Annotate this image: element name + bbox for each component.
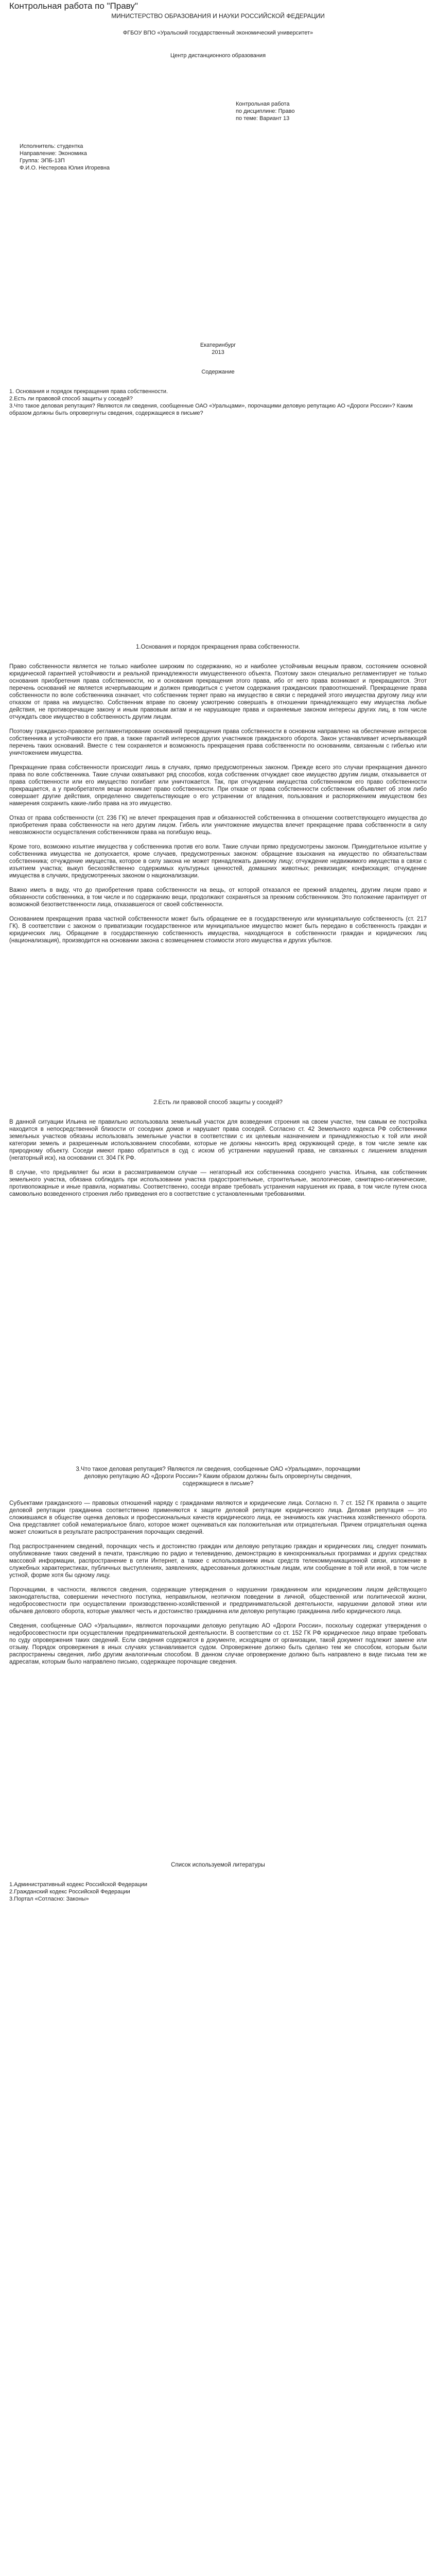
paragraph: Поэтому гражданско-правовое регламентирование оснований прекращения права собственности в основном направлено на обеспечение интересов собственника и устойчивости его прав, а также гарантий интересов других участников гражданского оборота. Закон устанавливает исчерпывающий перечень таких оснований. Вместе с тем сохраняется и возможность прекращения права собственности по основаниям, связанным с гибелью или уничтожением имущества. (9, 728, 427, 756)
paragraph: Сведения, сообщенные ОАО «Уральцами», являются порочащими деловую репутацию АО «Дороги России», поскольку содержат утверждения о недобросовестности при осуществлении предпринимательской деятельности. В соответствии со ст. 152 ГК РФ юридическое лицо вправе требовать по суду опровержения таких сведений. Если сведения содержатся в документе, исходящем от организации, такой документ подлежит замене или отзыву. Порядок опровержения в иных случаях устанавливается судом. Опровержение должно быть сделано тем же способом, которым были распространены сведения, либо другим аналогичным способом. В данном случае опровержение должно быть направлено в виде письма тем же адресатам, которым было направлено письмо, содержащее порочащие сведения. (9, 1623, 427, 1665)
paragraph: Кроме того, возможно изъятие имущества у собственника против его воли. Такие случаи прямо предусмотрены законом. Принудительное изъятие у собственника имущества не допускается, кроме случаев, предусмотренных законом: обращение взыскания на имущество по обязательствам собственника; отчуждение имущества, которое в силу закона не может принадлежать данному лицу; отчуждение недвижимого имущества в связи с изъятием участка; выкуп бесхозяйственно содержимых культурных ценностей, домашних животных; реквизиция; конфискация; отчуждение имущества в случаях, предусмотренных законом о национализации. (9, 844, 427, 879)
section-3-heading: 3.Что такое деловая репутация? Являются ли сведения, сообщенные ОАО «Уральцами», порочащими деловую репутацию АО «Дороги России»? Каким образом должны быть опровергнуты сведения, содержащиеся в письме? (76, 1466, 360, 1487)
direction: Направление: Экономика (20, 150, 87, 157)
section-3-body (9, 1500, 427, 1666)
section-1-heading: 1.Основания и порядок прекращения права собственности. (136, 644, 300, 650)
paragraph: Важно иметь в виду, что до приобретения права собственности на вещь, от которой отказался ее прежний владелец, другим лицом право и обязанности собственника, в том числе и по содержанию вещи, продолжают сохраняться за прежним собственником. Это положение гарантирует от возможной безответственности лица, отказавшегося от своей собственности. (9, 887, 427, 908)
section-2-heading: 2.Есть ли правовой способ защиты у соседей? (153, 1099, 283, 1106)
paragraph: В данной ситуации Ильина не правильно использовала земельный участок для возведения строения на своем участке, тем самым ее постройка находится в непосредственной близости от соседних домов и нарушает права соседей. Согласно ст. 42 Земельного кодекса РФ собственники земельных участков обязаны использовать земельные участки в соответствии с их целевым назначением и принадлежностью к той или иной категории земель и разрешенным использованием способами, которые не должны наносить вред окружающей среде, в том числе земле как природному объекту. Соседи имеют право обратиться в суд с иском об устранении нарушений права, не связанных с лишением владения (негаторный иск), на основании ст. 304 ГК РФ. (9, 1119, 427, 1161)
paragraph: Право собственности является не только наиболее широким по содержанию, но и наиболее устойчивым вещным правом, состоянием основной юридической гарантией устойчивости и реальной принадлежности имущественного объекта. Поэтому закон специально регламентирует не только основания приобретения права собственности, но и основания прекращения этого права, ибо от него права возникают и прекращаются. Этот перечень оснований не является исчерпывающим и должен приводиться с учетом содержания гражданских правоотношений. Прекращение права собственности по воле собственника означает, что собственник теряет право на имущество в связи с передачей этого имущества другому лицу или отказом от права на имущество. Собственник вправе по своему усмотрению совершать в отношении принадлежащего ему имущества любые действия, не противоречащие закону и иным правовым актам и не нарушающие права и охраняемые законом интересы других лиц, в том числе отчуждать свое имущество в собственность другим лицам. (9, 664, 427, 720)
contents-item: 1. Основания и порядок прекращения права собственности. (9, 388, 168, 395)
references-list (9, 1881, 427, 1903)
paragraph: Прекращение права собственности происходит лишь в случаях, прямо предусмотренных законом. Прежде всего это случаи прекращения данного права по воле собственника. Такие случаи охватывают ряд способов, когда собственник отчуждает свое имущество другим лицам, отказывается от права собственности или его имущество погибает или уничтожается. Так, при отчуждении имущества собственником его право собственности прекращается, а у приобретателя вещи возникает право собственности. При отказе от права собственности собственник объявляет об этом либо совершает другие действия, определенно свидетельствующие о его устранении от владения, пользования и распоряжением имуществом без намерения сохранить какие-либо права на это имущество. (9, 765, 427, 807)
student-name: Ф.И.О. Нестерова Юлия Игоревна (20, 165, 110, 171)
group: Группа: ЭПБ-13П (20, 158, 65, 164)
paragraph: Субъектами гражданского — правовых отношений наряду с гражданами являются и юридические лица. Согласно п. 7 ст. 152 ГК правила о защите деловой репутации гражданина соответственно применяются к защите деловой репутации юридического лица. Деловая репутация — это сложившаяся в обществе оценка деловых и профессиональных качеств юридического лица, ее значимость как участника хозяйственного оборота. Она представляет собой нематериальное благо, которое может оцениваться как положительная или отрицательная. Причем отрицательная оценка может сложиться в результате распространения порочащих сведений. (9, 1500, 427, 1535)
performer-block (20, 143, 427, 172)
year: 2013 (212, 349, 224, 355)
contents-list (9, 388, 427, 417)
ministry-heading: МИНИСТЕРСТВО ОБРАЗОВАНИЯ И НАУКИ РОССИЙСКОЙ ФЕДЕРАЦИИ (111, 12, 325, 20)
reference-item: 3.Портал «Сотласно: Законы» (9, 1896, 89, 1902)
contents-item: 2.Есть ли правовой способ защиты у соседей? (9, 396, 133, 402)
reference-item: 1.Административный кодекс Российской Федерации (9, 1882, 148, 1888)
paragraph: Основанием прекращения права частной собственности может быть обращение ее в государственную или муниципальную собственность (ст. 217 ГК). В соответствии с законом о приватизации государственное или муниципальное имущество может быть передано в собственность граждан и юридических лиц. Обращение в государственную собственность имущества, находящегося в собственности граждан и юридических лиц (национализация), производится на основании закона с возмещением стоимости этого имущества и других убытков. (9, 916, 427, 944)
title-block (236, 100, 427, 122)
document-title: Контрольная работа по "Праву" (9, 1, 138, 11)
references-heading: Список используемой литературы (171, 1862, 265, 1868)
discipline: по дисциплине: Право (236, 108, 295, 114)
contents-item: 3.Что такое деловая репутация? Являются ли сведения, сообщенные ОАО «Уральцами», порочащими деловую репутацию АО «Дороги России»? Каким образом должны быть опровергнуты сведения, содержащиеся в письме? (9, 403, 413, 416)
work-type: Контрольная работа (236, 101, 290, 107)
contents-heading: Содержание (201, 369, 235, 375)
paragraph: Под распространением сведений, порочащих честь и достоинство граждан или деловую репутацию граждан и юридических лиц, следует понимать опубликование таких сведений в печати, трансляцию по радио и телевидению, демонстрацию в кинохроникальных программах и других средствах массовой информации, распространение в сети Интернет, а также с использованием иных средств телекоммуникационной связи, изложение в служебных характеристиках, публичных выступлениях, заявлениях, адресованных должностным лицам, или сообщение в той или иной, в том числе устной, форме хотя бы одному лицу. (9, 1544, 427, 1579)
section-2-body (9, 1118, 427, 1198)
paragraph: Отказ от права собственности (ст. 236 ГК) не влечет прекращения прав и обязанностей собственника в отношении соответствующего имущества до приобретения права собственности на него другим лицом. Гибель или уничтожение имущества влечет прекращение права собственности в силу невозможности осуществления собственником права на погибшую вещь. (9, 815, 427, 836)
reference-item: 2.Гражданский кодекс Российской Федерации (9, 1889, 130, 1895)
paragraph: В случае, что предъявляет бы иски в рассматриваемом случае — негаторный иск собственника соседнего участка. Ильина, как собственник земельного участка, обязана соблюдать при использовании участка градостроительные, строительные, экологические, санитарно-гигиенические, противопожарные и иные правила, нормативы. Соответственно, соседи вправе требовать устранения нарушения их права, в том числе путем сноса самовольно возведенного строения либо приведения его в соответствие с установленными требованиями. (9, 1170, 427, 1197)
city: Екатеринбург (200, 342, 236, 348)
center-name: Центр дистанционного образования (170, 53, 266, 59)
topic: по теме: Вариант 13 (236, 115, 290, 122)
performer: Исполнитель: студентка (20, 143, 83, 149)
university-name: ФГБОУ ВПО «Уральский государственный экономический университет» (123, 30, 313, 36)
paragraph: Порочащими, в частности, являются сведения, содержащие утверждения о нарушении гражданином или юридическим лицом действующего законодательства, совершении нечестного поступка, неправильном, неэтичном поведении в личной, общественной или политической жизни, недобросовестности при осуществлении производственно-хозяйственной и предпринимательской деятельности, нарушении деловой этики или обычаев делового оборота, которые умаляют честь и достоинство гражданина или деловую репутацию гражданина либо юридического лица. (9, 1587, 427, 1615)
section-1-body (9, 663, 427, 944)
